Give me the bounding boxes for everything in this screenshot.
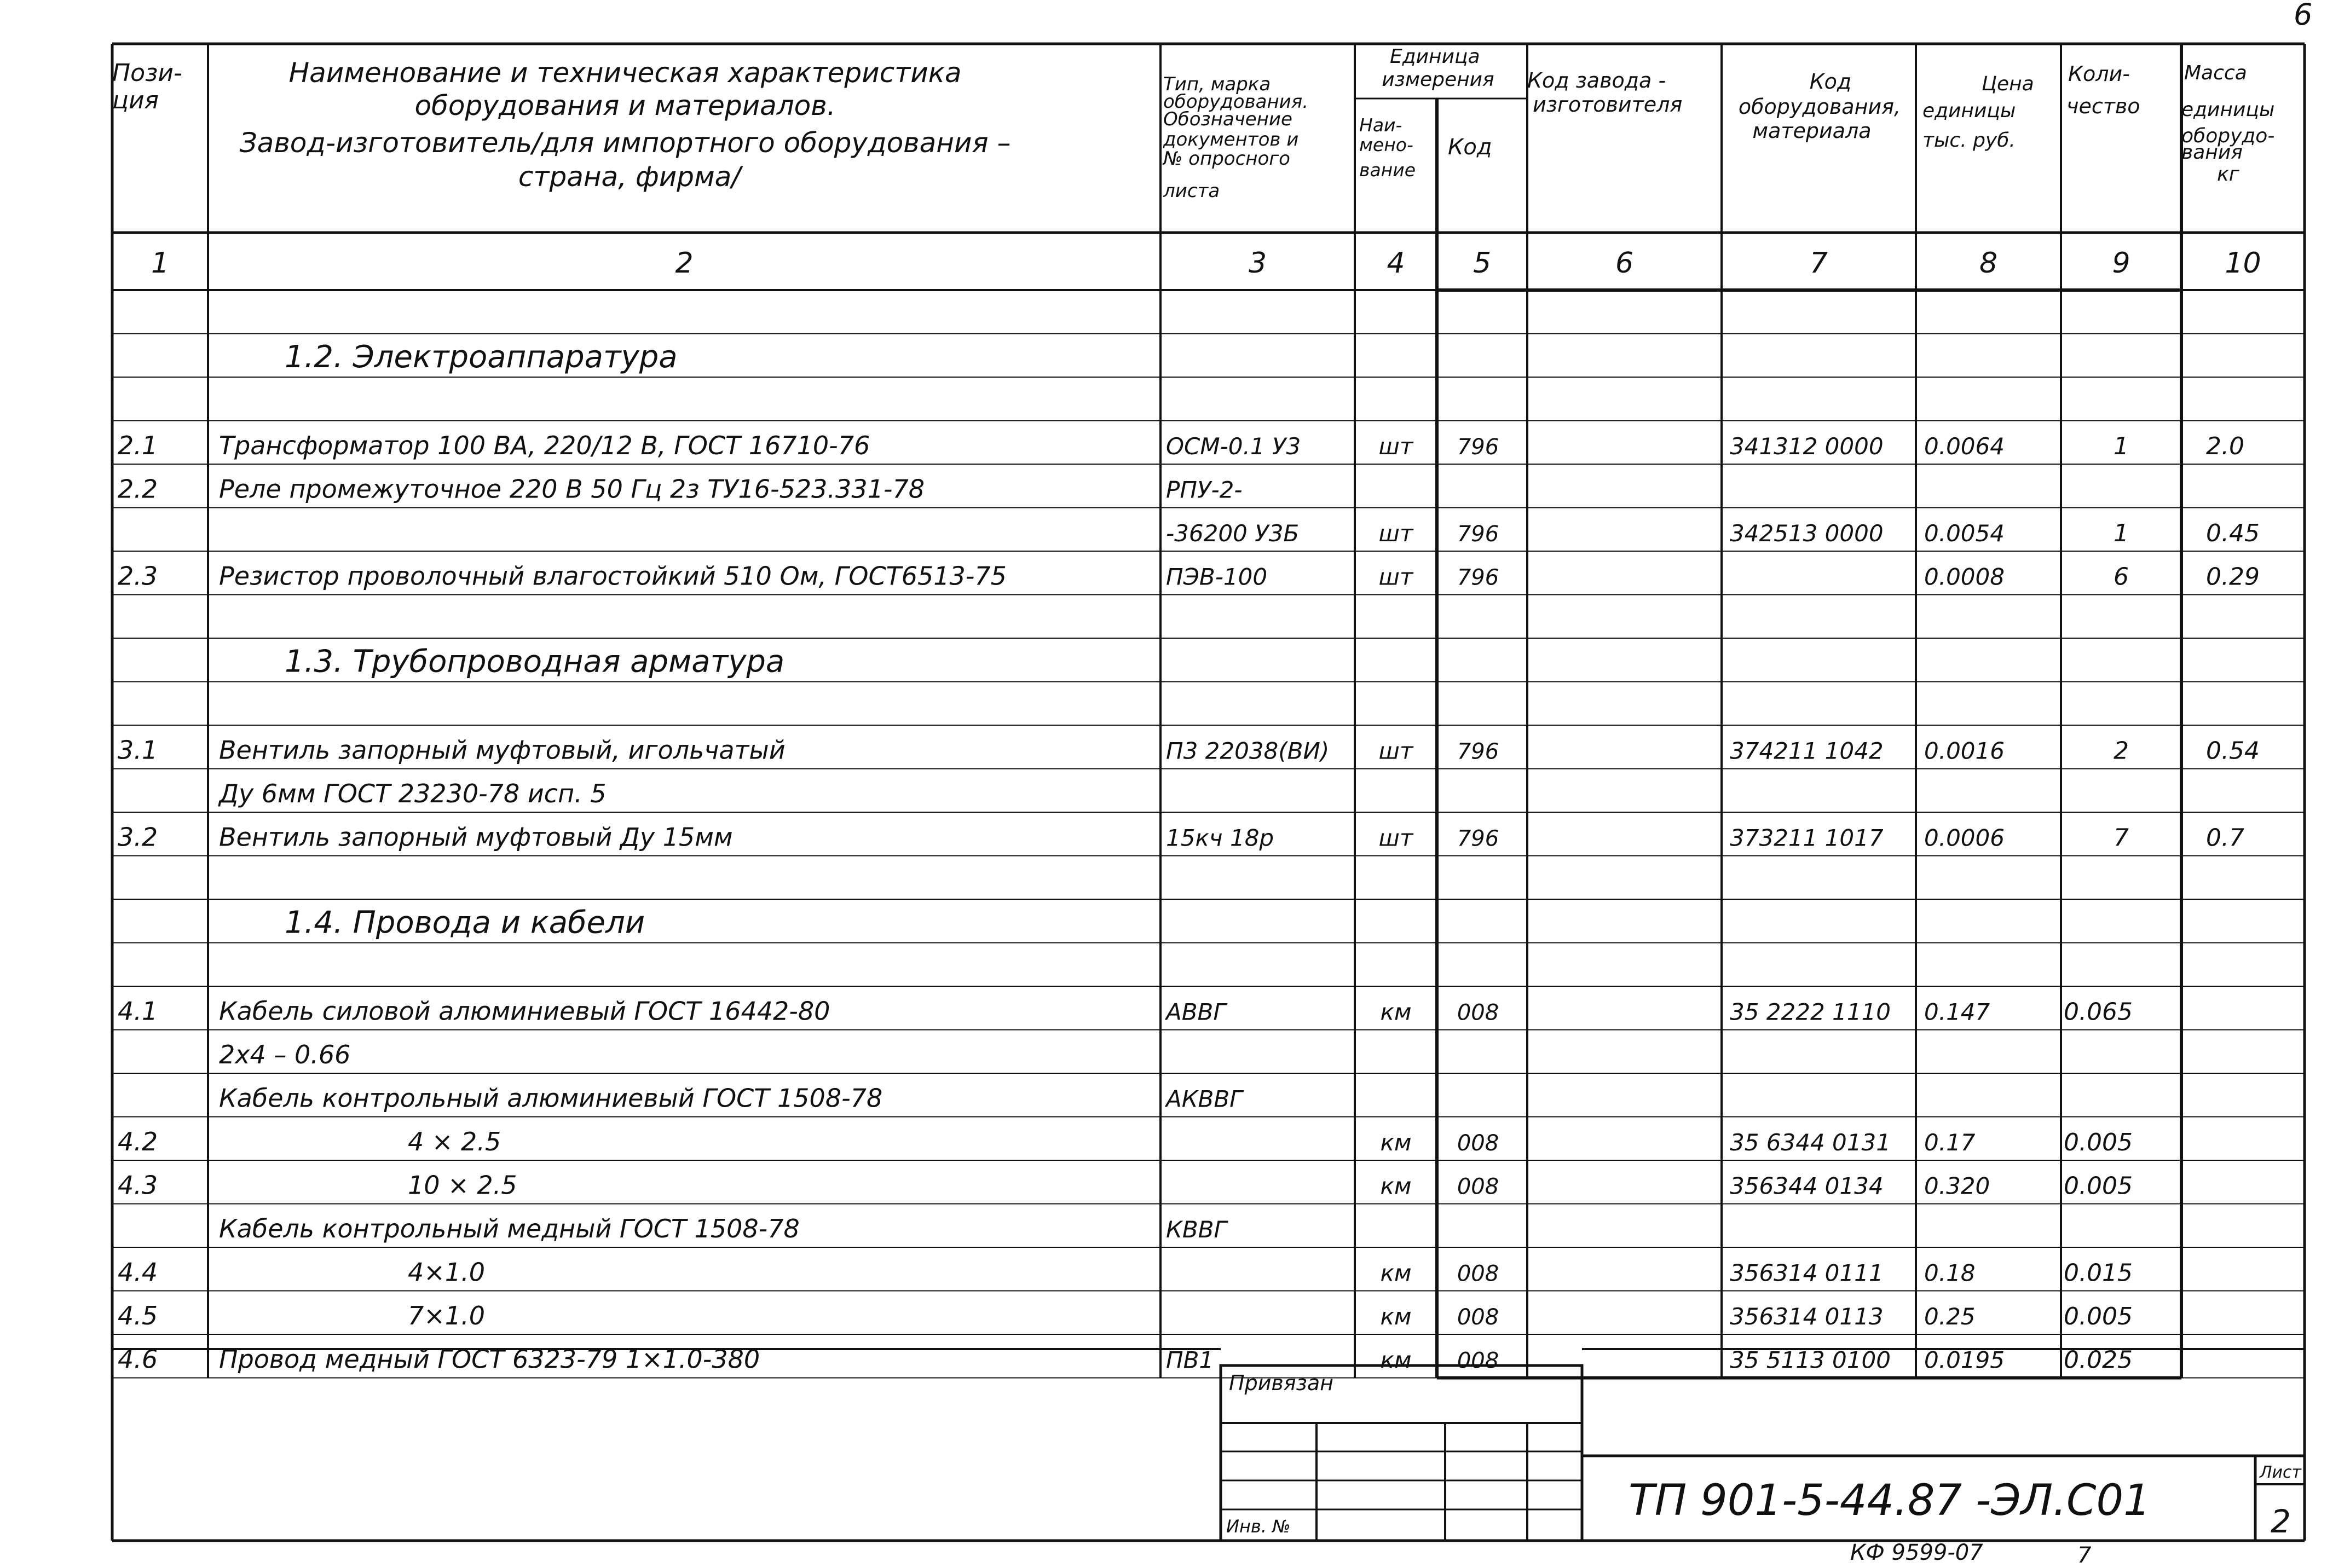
row-quantity: 0.005: [2064, 1303, 2133, 1330]
row-name: Вентиль запорный муфтовый Ду 15мм: [219, 822, 733, 852]
row-quantity: 7: [2114, 824, 2129, 852]
row-name: Провод медный ГОСТ 6323-79 1×1.0-380: [219, 1344, 760, 1374]
header-item-code: Код оборудования, материала: [1738, 70, 1901, 143]
row-mass: 0.54: [2206, 737, 2260, 765]
row-unit-code: 796: [1457, 522, 1499, 547]
attached-label: Привязан: [1229, 1371, 1333, 1395]
row-price: 0.18: [1924, 1259, 1976, 1287]
row-unit-code: 008: [1457, 1348, 1499, 1374]
row-unit: шт: [1378, 563, 1413, 591]
table-row: [118, 431, 2244, 460]
table-row: [219, 1214, 1228, 1243]
row-code: 342513 0000: [1730, 520, 1884, 547]
row-unit: км: [1380, 1129, 1412, 1156]
row-position: 4.6: [118, 1344, 158, 1374]
row-name: 10 × 2.5: [408, 1170, 517, 1200]
row-type: ПЭВ-100: [1166, 563, 1268, 591]
row-name: Кабель силовой алюминиевый ГОСТ 16442-80: [219, 996, 830, 1026]
header-quantity: Коли- чество: [2066, 62, 2140, 118]
row-position: 2.3: [118, 561, 158, 591]
table-row: [118, 1301, 2133, 1330]
row-unit-code: 008: [1457, 1000, 1499, 1026]
column-number: 8: [1979, 247, 1998, 280]
row-code: 356344 0134: [1730, 1172, 1884, 1200]
header-unit-code: Код: [1448, 135, 1492, 160]
row-name: Трансформатор 100 ВА, 220/12 В, ГОСТ 16710-76: [219, 431, 870, 460]
header-unit-name: Наи- мено- вание: [1359, 114, 1416, 181]
row-unit: шт: [1378, 520, 1413, 547]
row-code: 356314 0111: [1730, 1259, 1884, 1287]
row-position: 4.5: [118, 1301, 158, 1330]
row-code: 373211 1017: [1730, 824, 1884, 852]
table-row: [285, 644, 784, 680]
header-factory-code: Код завода - изготовителя: [1527, 68, 1683, 117]
sheet-label: Лист: [2260, 1463, 2302, 1482]
column-number: 9: [2112, 247, 2130, 280]
row-price: 0.147: [1924, 998, 1990, 1026]
row-unit-code: 008: [1457, 1131, 1499, 1156]
header-position: Пози- ция: [112, 59, 182, 114]
row-name: 7×1.0: [408, 1301, 485, 1330]
row-mass: 0.29: [2206, 563, 2260, 591]
row-quantity: 0.015: [2064, 1259, 2133, 1287]
row-price: 0.0016: [1924, 737, 2005, 765]
row-price: 0.0064: [1924, 433, 2005, 460]
page-number-top: 6: [2294, 0, 2313, 32]
header-unit-group: Единица измерения: [1382, 45, 1494, 91]
table-row: [118, 1171, 2133, 1200]
format-code: КФ 9599-07: [1850, 1540, 1983, 1565]
column-number: 4: [1387, 247, 1405, 280]
row-price: 0.0006: [1924, 824, 2005, 852]
column-number: 5: [1473, 247, 1492, 280]
row-type: АВВГ: [1166, 998, 1226, 1026]
row-price: 0.0054: [1924, 520, 2005, 547]
row-mass: 0.7: [2206, 824, 2244, 852]
row-name: Вентиль запорный муфтовый, игольчатый: [219, 735, 786, 765]
row-price: 0.17: [1924, 1129, 1976, 1156]
row-type: -36200 У3Б: [1166, 520, 1300, 547]
table-row: [218, 779, 607, 808]
copy-number: 7: [2077, 1543, 2092, 1566]
row-position: 4.1: [118, 996, 158, 1026]
row-name: Кабель контрольный алюминиевый ГОСТ 1508-78: [219, 1083, 883, 1113]
table-row: [285, 339, 678, 375]
row-unit: км: [1380, 1303, 1412, 1330]
row-code: 341312 0000: [1730, 433, 1884, 460]
column-number: 3: [1248, 247, 1267, 280]
table-row: [1166, 519, 2260, 547]
row-quantity: 1: [2114, 519, 2129, 547]
row-unit: шт: [1378, 737, 1413, 765]
table-row: [118, 562, 2260, 591]
row-unit-code: 796: [1457, 435, 1499, 460]
table-row: [118, 475, 1243, 504]
table-row: [118, 997, 2133, 1026]
row-position: 2.1: [118, 431, 158, 460]
row-type: ПВ1: [1166, 1346, 1214, 1374]
row-code: 356314 0113: [1730, 1303, 1884, 1330]
row-quantity: 0.005: [2064, 1172, 2133, 1200]
row-unit: км: [1380, 1346, 1412, 1374]
row-name: Резистор проволочный влагостойкий 510 Ом, ГОСТ6513-75: [219, 561, 1007, 591]
row-name: Кабель контрольный медный ГОСТ 1508-78: [219, 1214, 800, 1243]
row-position: 3.1: [118, 735, 158, 765]
row-unit-code: 008: [1457, 1305, 1499, 1330]
row-position: 2.2: [118, 474, 158, 504]
row-position: 3.2: [118, 822, 158, 852]
row-unit: шт: [1378, 824, 1413, 852]
row-name: 4×1.0: [408, 1257, 485, 1287]
row-name: Реле промежуточное 220 В 50 Гц 2з ТУ16-523.331-78: [219, 474, 925, 504]
header-type: Тип, марка оборудования. Обозначение документов и № опросного листа: [1163, 73, 1309, 202]
column-numbers-row: [151, 247, 2261, 280]
column-number: 6: [1615, 247, 1634, 280]
header-unit-mass: Масса единицы оборудо- вания кг: [2181, 62, 2275, 186]
table-header: [112, 45, 2281, 202]
table-row: [285, 905, 645, 941]
row-quantity: 0.005: [2064, 1129, 2133, 1156]
row-mass: 0.45: [2206, 519, 2260, 547]
inventory-number-label: Инв. №: [1226, 1516, 1291, 1537]
row-unit-code: 796: [1457, 739, 1499, 765]
row-code: 35 6344 0131: [1730, 1129, 1891, 1156]
column-number: 10: [2225, 247, 2261, 280]
column-number: 7: [1809, 247, 1828, 280]
row-position: 4.4: [118, 1257, 158, 1287]
table-row: [118, 1127, 2133, 1156]
header-name: Наименование и техническая характеристика оборудования и материалов. Завод-изготовитель/для импортного оборудования – страна, фирма/: [239, 57, 1011, 193]
row-type: 15кч 18р: [1166, 824, 1274, 852]
row-name: 4 × 2.5: [408, 1127, 501, 1156]
column-number: 1: [151, 247, 170, 280]
table-row: [118, 1258, 2133, 1287]
row-mass: 2.0: [2206, 432, 2244, 460]
header-unit-price: Цена единицы тыс. руб.: [1922, 73, 2034, 152]
row-unit: км: [1380, 998, 1412, 1026]
row-quantity: 6: [2114, 563, 2129, 591]
row-unit-code: 796: [1457, 565, 1499, 591]
row-unit-code: 008: [1457, 1174, 1499, 1200]
table-row: [219, 1040, 350, 1069]
row-name: 1.2. Электроаппаратура: [285, 339, 678, 375]
row-name: 1.4. Провода и кабели: [285, 905, 645, 941]
row-price: 0.0008: [1924, 563, 2005, 591]
row-type: АКВВГ: [1166, 1085, 1243, 1113]
column-number: 2: [675, 247, 694, 280]
sheet-number: 2: [2271, 1503, 2291, 1540]
row-position: 4.2: [118, 1127, 158, 1156]
table-row: [118, 736, 2260, 765]
row-quantity: 0.025: [2064, 1346, 2133, 1374]
row-position: 4.3: [118, 1170, 158, 1200]
table-row: [118, 823, 2244, 852]
row-unit-code: 796: [1457, 826, 1499, 852]
row-name: Ду 6мм ГОСТ 23230-78 исп. 5: [219, 779, 607, 808]
row-code: 35 5113 0100: [1730, 1346, 1891, 1374]
row-name: 2х4 – 0.66: [219, 1040, 351, 1069]
row-price: 0.320: [1924, 1172, 1990, 1200]
document-code: ТП 901-5-44.87 -ЭЛ.С01: [1629, 1476, 2151, 1525]
row-unit: км: [1380, 1259, 1412, 1287]
row-unit: шт: [1378, 433, 1413, 460]
row-quantity: 1: [2114, 432, 2129, 460]
table-row: [219, 1084, 1244, 1113]
row-type: ОСМ-0.1 У3: [1166, 433, 1301, 460]
row-code: 35 2222 1110: [1730, 998, 1891, 1026]
row-code: 374211 1042: [1730, 737, 1884, 765]
table-body: [118, 339, 2260, 1374]
row-quantity: 2: [2114, 737, 2129, 765]
row-type: РПУ-2-: [1166, 476, 1243, 504]
row-quantity: 0.065: [2064, 998, 2133, 1026]
row-price: 0.25: [1924, 1303, 1976, 1330]
row-unit-code: 008: [1457, 1261, 1499, 1287]
row-price: 0.0195: [1924, 1346, 2005, 1374]
row-type: КВВГ: [1166, 1216, 1227, 1243]
row-type: П3 22038(ВИ): [1166, 737, 1330, 765]
row-name: 1.3. Трубопроводная арматура: [285, 644, 785, 680]
row-unit: км: [1380, 1172, 1412, 1200]
